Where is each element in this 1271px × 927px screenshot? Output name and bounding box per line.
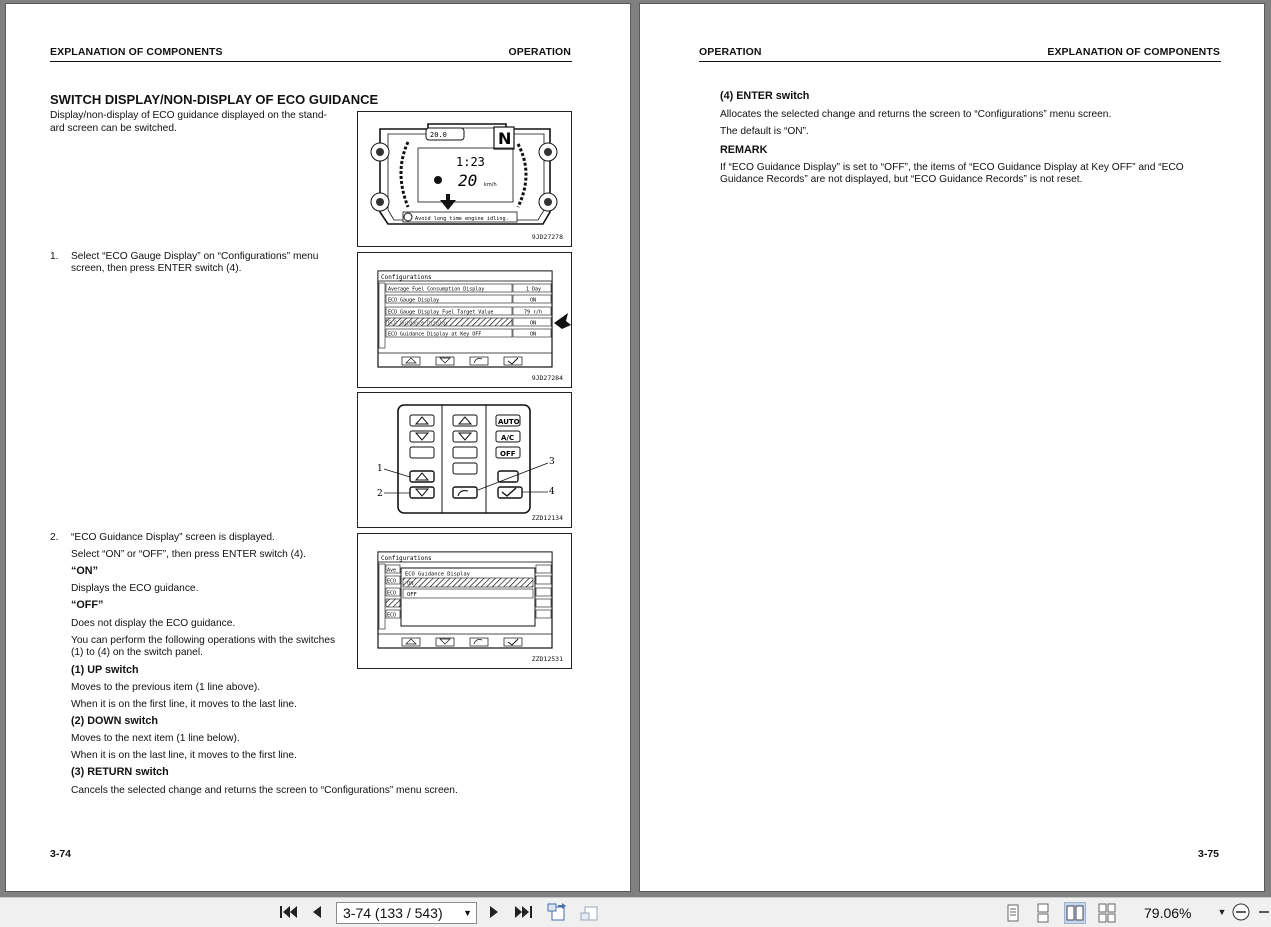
- step-1-text-2: screen, then press ENTER switch (4).: [71, 263, 242, 274]
- step-2-text-2: Select “ON” or “OFF”, then press ENTER switch (4).: [71, 549, 306, 560]
- fig4-option-off: OFF: [407, 592, 417, 598]
- eco-guidance-screen-illustration: [358, 534, 571, 668]
- header-rule: [50, 61, 572, 62]
- configurations-screen-illustration: [358, 253, 571, 387]
- fig1-gear: N: [498, 129, 512, 148]
- facing-view-button[interactable]: [1064, 902, 1086, 924]
- previous-view-icon: [546, 902, 568, 922]
- zoom-in-button[interactable]: [1256, 901, 1270, 923]
- intro-text-1: Display/non-display of ECO guidance displayed on the stand-: [50, 110, 327, 121]
- fig2-row-selected: [386, 318, 551, 327]
- svg-text:ECO: ECO: [387, 578, 397, 585]
- first-page-icon: [278, 904, 298, 920]
- fig3-callout-2: 2: [377, 489, 383, 499]
- zoom-out-icon: [1231, 902, 1251, 922]
- svg-text:ON: ON: [530, 320, 537, 327]
- fig1-time: 1:23: [456, 155, 485, 169]
- step-2-text-1: “ECO Guidance Display” screen is displayed.: [71, 532, 275, 543]
- page-header-left: EXPLANATION OF COMPONENTS: [50, 46, 223, 58]
- svg-text:ON: ON: [530, 297, 537, 304]
- single-page-icon: [1002, 902, 1024, 924]
- page-header-right: OPERATION: [508, 46, 571, 58]
- page-dropdown-icon[interactable]: ▼: [463, 908, 472, 918]
- zoom-out-button[interactable]: [1230, 901, 1252, 923]
- fig4-option-on: ON: [407, 581, 414, 587]
- section-title: SWITCH DISPLAY/NON-DISPLAY OF ECO GUIDANCE: [50, 92, 379, 107]
- remark-text-2: Guidance Records” are not displayed, but “ECO Guidance Records” is not reset.: [720, 174, 1083, 185]
- page-header-right: EXPLANATION OF COMPONENTS: [1047, 46, 1220, 58]
- previous-page-button[interactable]: [307, 901, 327, 923]
- svg-text:ON: ON: [530, 331, 537, 338]
- monitor-illustration: [358, 112, 571, 246]
- default-text: The default is “ON”.: [720, 126, 809, 137]
- svg-text:ECO Guidance Display at Key OF: ECO Guidance Display at Key OFF: [388, 331, 482, 338]
- return-switch-desc: Cancels the selected change and returns the screen to “Configurations” menu screen.: [71, 785, 458, 796]
- intro-text-2: ard screen can be switched.: [50, 123, 177, 134]
- continuous-facing-icon: [1096, 902, 1118, 924]
- go-back-view-button[interactable]: [545, 901, 569, 923]
- step-1-number: 1.: [50, 251, 59, 262]
- fig3-code: ZZD12134: [531, 514, 563, 522]
- fig3-callout-1: 1: [377, 464, 383, 474]
- page-number-field[interactable]: [336, 902, 477, 924]
- up-switch-title: (1) UP switch: [71, 664, 139, 676]
- svg-text:ECO: ECO: [387, 612, 397, 619]
- down-switch-title: (2) DOWN switch: [71, 715, 158, 727]
- up-switch-desc-2: When it is on the first line, it moves to the last line.: [71, 699, 297, 710]
- fig4-code: ZZD12531: [531, 655, 563, 663]
- figure-eco-guidance-screen: [357, 533, 572, 669]
- down-switch-desc-2: When it is on the last line, it moves to the first line.: [71, 750, 297, 761]
- figure-standard-screen: [357, 111, 572, 247]
- fig1-code: 9JD27278: [531, 233, 563, 241]
- fig4-popup-title: ECO Guidance Display: [405, 571, 470, 578]
- svg-text:Ave: Ave: [387, 567, 397, 574]
- return-switch-title: (3) RETURN switch: [71, 766, 169, 778]
- zoom-level[interactable]: 79.06%: [1144, 905, 1192, 921]
- next-page-button[interactable]: [484, 901, 504, 923]
- page-header-left: OPERATION: [699, 46, 762, 58]
- svg-text:ECO Gauge Display Fuel Target: ECO Gauge Display Fuel Target Value: [388, 309, 494, 316]
- down-switch-desc-1: Moves to the next item (1 line below).: [71, 733, 240, 744]
- step-1-text-1: Select “ECO Gauge Display” on “Configurations” menu: [71, 251, 319, 262]
- last-page-button[interactable]: [512, 901, 536, 923]
- remark-text-1: If “ECO Guidance Display” is set to “OFF”, the items of “ECO Guidance Display at Key OFF” and “ECO: [720, 162, 1184, 173]
- fig3-auto-label: AUTO: [498, 418, 520, 426]
- fig2-row: [386, 284, 551, 293]
- operations-text-1: You can perform the following operations with the switches: [71, 635, 336, 646]
- svg-text:ECO Guidance Display: ECO Guidance Display: [388, 320, 449, 327]
- fig3-ac-label: A/C: [501, 434, 515, 442]
- first-page-button[interactable]: [276, 901, 300, 923]
- fig1-speed-unit: km/h: [484, 182, 497, 188]
- zoom-in-icon: [1257, 902, 1269, 922]
- next-view-icon: [579, 902, 601, 922]
- page-3-74: [5, 3, 631, 892]
- last-page-icon: [514, 904, 534, 920]
- next-page-icon: [487, 904, 501, 920]
- fig1-message: Avoid long time engine idling.: [415, 216, 509, 222]
- page-number-value[interactable]: 3-74 (133 / 543): [343, 905, 443, 921]
- fig3-off-label: OFF: [500, 450, 516, 458]
- step-2-number: 2.: [50, 532, 59, 543]
- on-label: “ON”: [71, 565, 98, 577]
- operations-text-2: (1) to (4) on the switch panel.: [71, 647, 203, 658]
- previous-page-icon: [310, 904, 324, 920]
- page-3-75: [639, 3, 1265, 892]
- enter-switch-desc: Allocates the selected change and returns the screen to “Configurations” menu screen.: [720, 109, 1112, 120]
- figure-switch-panel: [357, 392, 572, 528]
- continuous-view-button[interactable]: [1032, 902, 1054, 924]
- fig2-row: [386, 329, 551, 338]
- enter-switch-title: (4) ENTER switch: [720, 90, 810, 102]
- fig2-row: [386, 295, 551, 304]
- fig4-title: Configurations: [381, 555, 432, 562]
- fig2-title: Configurations: [381, 274, 432, 281]
- go-forward-view-button[interactable]: [578, 901, 602, 923]
- svg-text:ECO Gauge Display: ECO Gauge Display: [388, 297, 440, 304]
- figure-configurations-menu: [357, 252, 572, 388]
- page-number: 3-74: [50, 848, 72, 860]
- continuous-facing-view-button[interactable]: [1096, 902, 1118, 924]
- up-switch-desc-1: Moves to the previous item (1 line above).: [71, 682, 261, 693]
- svg-text:79 ℓ/h: 79 ℓ/h: [524, 309, 543, 316]
- header-rule: [699, 61, 1221, 62]
- switch-panel-illustration: [358, 393, 571, 527]
- fig1-speed: 20: [458, 171, 478, 190]
- on-description: Displays the ECO guidance.: [71, 583, 199, 594]
- continuous-page-icon: [1032, 902, 1054, 924]
- facing-pages-icon: [1065, 903, 1085, 923]
- page-number: 3-75: [1197, 848, 1219, 860]
- fig2-code: 9JD27284: [531, 374, 563, 382]
- off-label: “OFF”: [71, 599, 104, 611]
- remark-title: REMARK: [720, 144, 768, 156]
- svg-text:1 Day: 1 Day: [526, 286, 542, 293]
- off-description: Does not display the ECO guidance.: [71, 618, 236, 629]
- svg-text:ECO: ECO: [387, 590, 397, 597]
- svg-text:Average Fuel Consumption Displ: Average Fuel Consumption Display: [388, 286, 485, 293]
- fig2-pointer-arrow: [554, 313, 571, 329]
- fig3-callout-4: 4: [549, 487, 555, 497]
- zoom-dropdown-icon[interactable]: ▼: [1217, 907, 1227, 917]
- fig2-row: [386, 307, 551, 316]
- fig3-callout-3: 3: [549, 457, 555, 467]
- fig1-top-value: 20.0: [430, 131, 447, 139]
- single-page-view-button[interactable]: [1002, 902, 1024, 924]
